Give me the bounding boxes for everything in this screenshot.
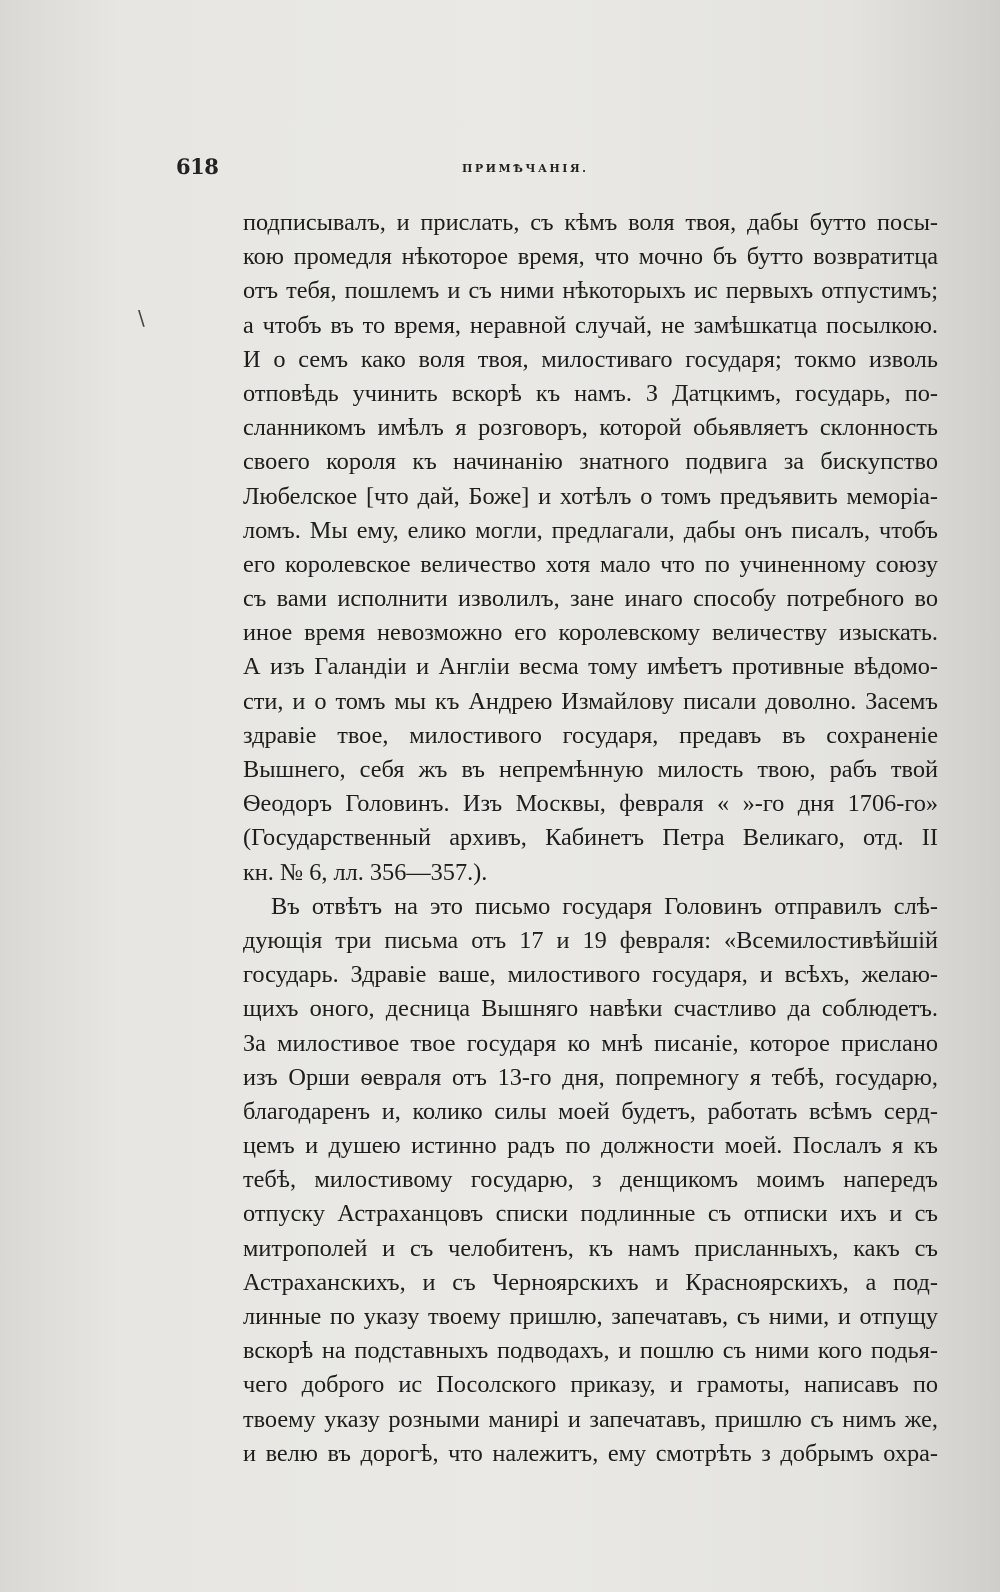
text-line: а чтобъ въ то время, неравной случай, не замѣшкатца посылкою. — [243, 311, 938, 339]
text-line: и велю въ дорогѣ, что належитъ, ему смотрѣть з добрымъ охра- — [243, 1439, 938, 1467]
text-line: сти, и о томъ мы къ Андрею Измайлову писали доволно. Засемъ — [243, 687, 938, 715]
text-line: отповѣдь учинить вскорѣ къ намъ. З Датцкимъ, государь, по- — [243, 379, 938, 407]
body-text — [243, 206, 938, 1471]
text-line: иное время невозможно его королевскому величеству изыскать. — [243, 619, 938, 647]
paragraph — [243, 890, 938, 1471]
text-line: дующія три письма отъ 17 и 19 февраля: «Всемилостивѣйшій — [243, 926, 938, 954]
text-line: подписывалъ, и прислать, съ кѣмъ воля твоя, дабы бутто посы- — [243, 209, 938, 236]
text-line: государь. Здравіе ваше, милостивого государя, и всѣхъ, желаю- — [243, 961, 938, 989]
text-line: кн. № 6, лл. 356—357.). — [243, 858, 488, 886]
text-line: линные по указу твоему пришлю, запечатавъ, съ ними, и отпущу — [243, 1303, 938, 1330]
text-line: своего короля къ начинанію знатного подвига за бискупство — [243, 448, 938, 476]
text-line: его королевское величество хотя мало что по учиненному союзу — [243, 550, 938, 578]
text-line: вскорѣ на подставныхъ подводахъ, и пошлю съ ними кого подья- — [243, 1337, 938, 1365]
text-line: А изъ Галандіи и Англіи весма тому имѣетъ противные вѣдомо- — [243, 653, 938, 681]
text-line: твоему указу розными манирі и запечатавъ, пришлю съ нимъ же, — [243, 1405, 938, 1433]
text-line: И о семъ како воля твоя, милостиваго государя; токмо изволь — [243, 345, 938, 373]
page-header — [176, 154, 936, 182]
text-line: изъ Орши ѳевраля отъ 13-го дня, попремногу я тебѣ, государю, — [243, 1063, 938, 1091]
text-line: цемъ и душею истинно радъ по должности моей. Послалъ я къ — [243, 1132, 938, 1160]
text-line: Вышнего, себя жъ въ непремѣнную милость твою, рабъ твой — [243, 756, 938, 783]
page-number: 618 — [176, 154, 219, 179]
text-line: отъ тебя, пошлемъ и съ ними нѣкоторыхъ ис первыхъ отпустимъ; — [243, 277, 938, 305]
text-line: Астраханскихъ, и съ Черноярскихъ и Красноярскихъ, а под- — [243, 1268, 938, 1296]
text-line: здравіе твое, милостивого государя, предавъ въ сохраненіе — [243, 721, 938, 749]
text-line: ломъ. Мы ему, елико могли, предлагали, дабы онъ писалъ, чтобъ — [243, 516, 938, 544]
text-line: Любелское [что дай, Боже] и хотѣлъ о томъ предъявить меморіа- — [243, 482, 938, 510]
text-line: чего доброго ис Посолского приказу, и грамоты, написавъ по — [243, 1371, 938, 1399]
text-line: (Государственный архивъ, Кабинетъ Петра Великаго, отд. II — [243, 824, 938, 852]
margin-mark: \ — [138, 306, 145, 330]
paragraph — [243, 206, 938, 890]
text-line: Въ отвѣтъ на это письмо государя Головинъ отправилъ слѣ- — [271, 892, 938, 920]
text-line: кою промедля нѣкоторое время, что мочно бъ бутто возвратитца — [243, 243, 938, 271]
text-line: Ѳеодоръ Головинъ. Изъ Москвы, февраля « »-го дня 1706-го» — [243, 790, 938, 818]
running-title: ПРИМѢЧАНІЯ. — [462, 162, 589, 175]
text-line: щихъ оного, десница Вышняго навѣки счастливо да соблюдетъ. — [243, 995, 938, 1023]
text-line: За милостивое твое государя ко мнѣ писаніе, которое прислано — [243, 1029, 938, 1057]
text-line: сланникомъ имѣлъ я розговоръ, которой обьявляетъ склонность — [243, 414, 938, 442]
text-line: благодаренъ и, колико силы моей будетъ, работать всѣмъ серд- — [243, 1097, 938, 1125]
text-line: отпуску Астраханцовъ списки подлинные съ отписки ихъ и съ — [243, 1200, 938, 1228]
text-line: митрополей и съ челобитенъ, къ намъ присланныхъ, какъ съ — [243, 1234, 938, 1262]
text-line: съ вами исполнити изволилъ, зане инаго способу потребного во — [243, 585, 938, 613]
text-line: тебѣ, милостивому государю, з денщикомъ моимъ напередъ — [243, 1166, 938, 1194]
